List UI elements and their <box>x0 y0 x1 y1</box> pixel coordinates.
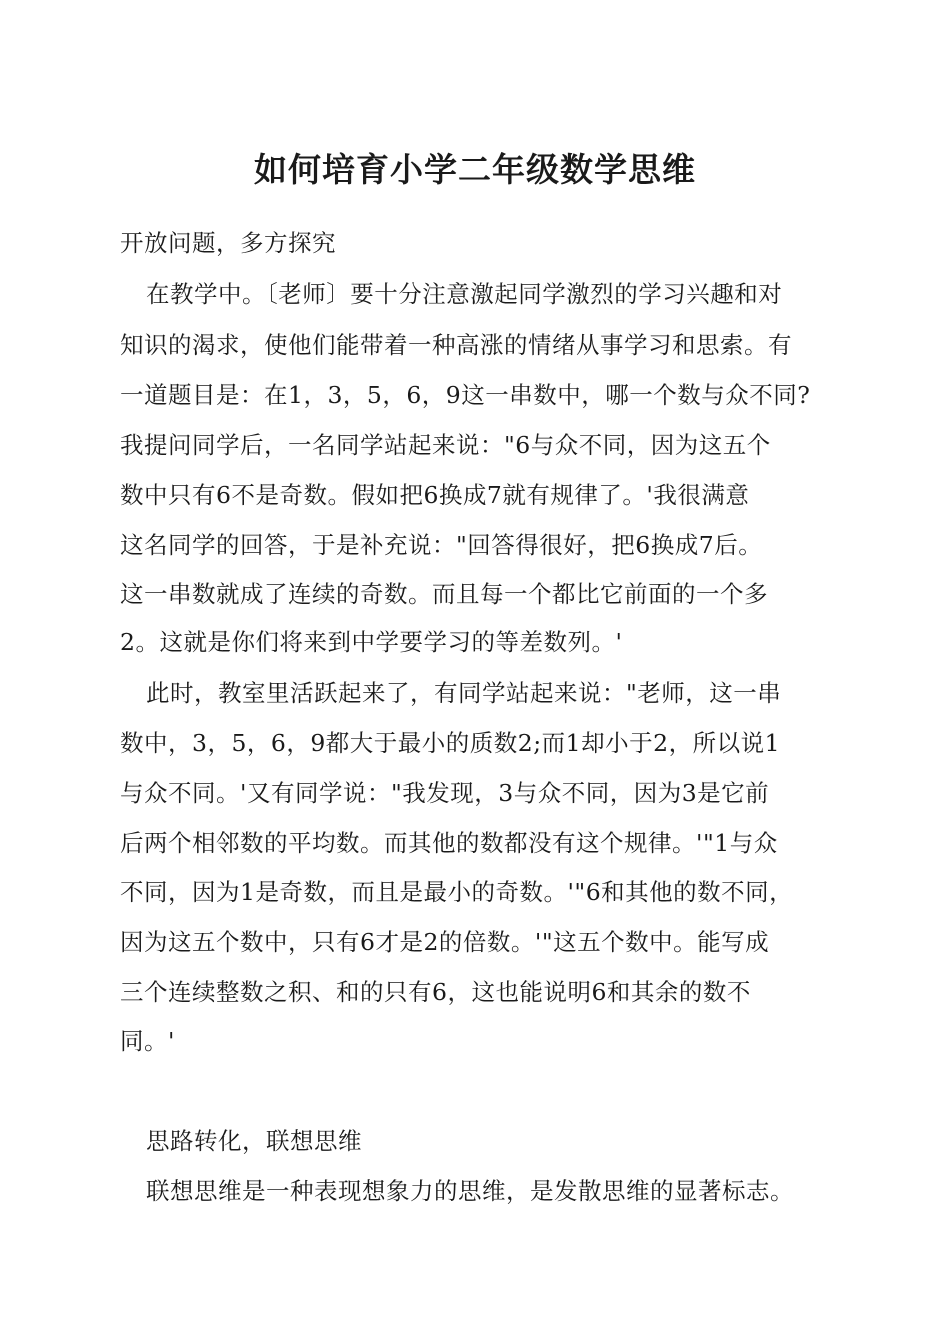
paragraph-2-line-5: 不同，因为1是奇数，而且是最小的奇数。'"6和其他的数不同， <box>120 878 794 906</box>
paragraph-2-line-6: 因为这五个数中，只有6才是2的倍数。'"这五个数中。能写成 <box>120 928 770 956</box>
section-heading-open-questions: 开放问题，多方探究 <box>120 229 336 257</box>
document-title: 如何培育小学二年级数学思维 <box>254 150 696 189</box>
paragraph-2-line-3: 与众不同。'又有同学说："我发现，3与众不同，因为3是它前 <box>120 779 770 807</box>
paragraph-1-line-2: 知识的渴求，使他们能带着一种高涨的情绪从事学习和思索。有 <box>120 331 792 359</box>
paragraph-1-line-4: 我提问同学后，一名同学站起来说："6与众不同，因为这五个 <box>120 431 771 459</box>
paragraph-2-line-2: 数中，3，5，6，9都大于最小的质数2;而1却小于2，所以说1 <box>120 729 781 757</box>
paragraph-3-line-1: 联想思维是一种表现想象力的思维，是发散思维的显著标志。 <box>146 1177 794 1205</box>
section-heading-associative-thinking: 思路转化，联想思维 <box>146 1127 362 1155</box>
paragraph-1-line-5: 数中只有6不是奇数。假如把6换成7就有规律了。'我很满意 <box>120 481 750 509</box>
paragraph-1-line-3: 一道题目是：在1，3，5，6，9这一串数中，哪一个数与众不同? <box>120 381 811 409</box>
paragraph-1-line-1: 在教学中。〔老师〕要十分注意激起同学激烈的学习兴趣和对 <box>146 280 783 308</box>
paragraph-1-line-7: 这一串数就成了连续的奇数。而且每一个都比它前面的一个多 <box>120 580 768 608</box>
paragraph-2-line-7: 三个连续整数之积、和的只有6，这也能说明6和其余的数不 <box>120 978 751 1006</box>
paragraph-2-line-8: 同。' <box>120 1027 175 1055</box>
paragraph-1-line-8: 2。这就是你们将来到中学要学习的等差数列。' <box>120 628 623 656</box>
paragraph-2-line-4: 后两个相邻数的平均数。而其他的数都没有这个规律。'"1与众 <box>120 829 778 857</box>
paragraph-2-line-1: 此时，教室里活跃起来了，有同学站起来说："老师，这一串 <box>146 679 782 707</box>
paragraph-1-line-6: 这名同学的回答，于是补充说："回答得很好，把6换成7后。 <box>120 531 763 559</box>
